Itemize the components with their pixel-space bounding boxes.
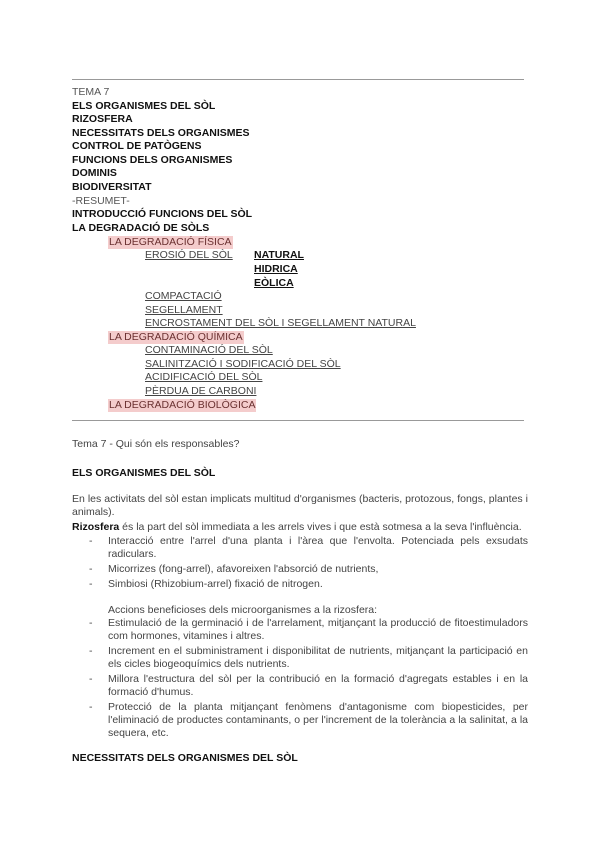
rizosfera-list [89,535,528,593]
list-item: - Simbiosi (Rhizobium-arrel) fixació de nitrogen. [89,578,528,591]
toc-item: DOMINIS [72,167,117,179]
list-item: - Interacció entre l'arrel d'una planta i l'àrea que l'envolta. Potenciada pels exsudats radiculars. [89,535,528,561]
toc-item: ELS ORGANISMES DEL SÒL [72,100,216,112]
toc-acidificacio: ACIDIFICACIÓ DEL SÒL [145,371,263,383]
subtitle: Tema 7 - Qui són els responsables? [72,438,240,450]
accions-list [89,617,528,742]
toc-segellament: SEGELLAMENT [145,304,223,316]
paragraph-rizosfera [72,521,528,534]
toc-item: NECESSITATS DELS ORGANISMES [72,127,250,139]
toc-item: BIODIVERSITAT [72,181,152,193]
toc-compactacio: COMPACTACIÓ [145,290,222,302]
toc-perdua-carboni: PÈRDUA DE CARBONI [145,385,257,397]
toc-tema: TEMA 7 [72,86,110,98]
toc-intro: INTRODUCCIÓ FUNCIONS DEL SÒL [72,208,253,220]
toc-item: CONTROL DE PATÒGENS [72,140,202,152]
list-item: - Increment en el subministrament i disponibilitat de nutrients, mitjançant la participació en els cicles biogeoquímics dels nutrients. [89,645,528,671]
list-item: - Protecció de la planta mitjançant fenòmens d'antagonisme com biopesticides, per l'eliminació de productes contaminants, o per l'increment de la tolerància a la salinitat, a la sequera, etc. [89,701,528,740]
toc-degradacio-quimica: LA DEGRADACIÓ QUÍMICA [109,331,243,343]
toc-contaminacio: CONTAMINACIÓ DEL SÒL [145,344,273,356]
top-rule [72,79,524,80]
toc-resumet: -RESUMET- [72,195,130,207]
list-item: - Estimulació de la germinació i de l'arrelament, mitjançant la producció de fitoestimuladors com hormones, vitamines i altres. [89,617,528,643]
toc-degradacio-biologica: LA DEGRADACIÓ BIOLÒGICA [109,399,256,411]
toc-erosio-eolica: EÒLICA [254,277,294,289]
toc-item: RIZOSFERA [72,113,133,125]
toc-erosio: EROSIÓ DEL SÒL [145,249,233,261]
toc-encrostament: ENCROSTAMENT DEL SÒL I SEGELLAMENT NATURAL [145,317,416,329]
toc-salinitzacio: SALINITZACIÓ I SODIFICACIÓ DEL SÒL [145,358,341,370]
heading-organismes: ELS ORGANISMES DEL SÒL [72,467,216,479]
list-item: - Millora l'estructura del sòl per la contribució en la formació d'agregats estables i en la formació d'humus. [89,673,528,699]
toc-degradacio: LA DEGRADACIÓ DE SÒLS [72,222,210,234]
heading-necessitats: NECESSITATS DELS ORGANISMES DEL SÒL [72,752,298,764]
toc-degradacio-fisica: LA DEGRADACIÓ FÍSICA [109,236,232,248]
paragraph-accions: Accions beneficioses dels microorganismes a la rizosfera: [108,604,378,616]
rizosfera-definition: és la part del sòl immediata a les arrels vives i que està sotmesa a la seva l'influència. [119,521,522,533]
toc-erosio-hidrica: HIDRICA [254,263,298,275]
bottom-rule [72,420,524,421]
paragraph-intro: En les activitats del sòl estan implicats multitud d'organismes (bacteris, protozous, fongs, plantes i animals). [72,493,528,518]
toc-erosio-natural: NATURAL [254,249,304,261]
list-item: - Micorrizes (fong-arrel), afavoreixen l'absorció de nutrients, [89,563,528,576]
rizosfera-term: Rizosfera [72,521,120,533]
toc-item: FUNCIONS DELS ORGANISMES [72,154,233,166]
